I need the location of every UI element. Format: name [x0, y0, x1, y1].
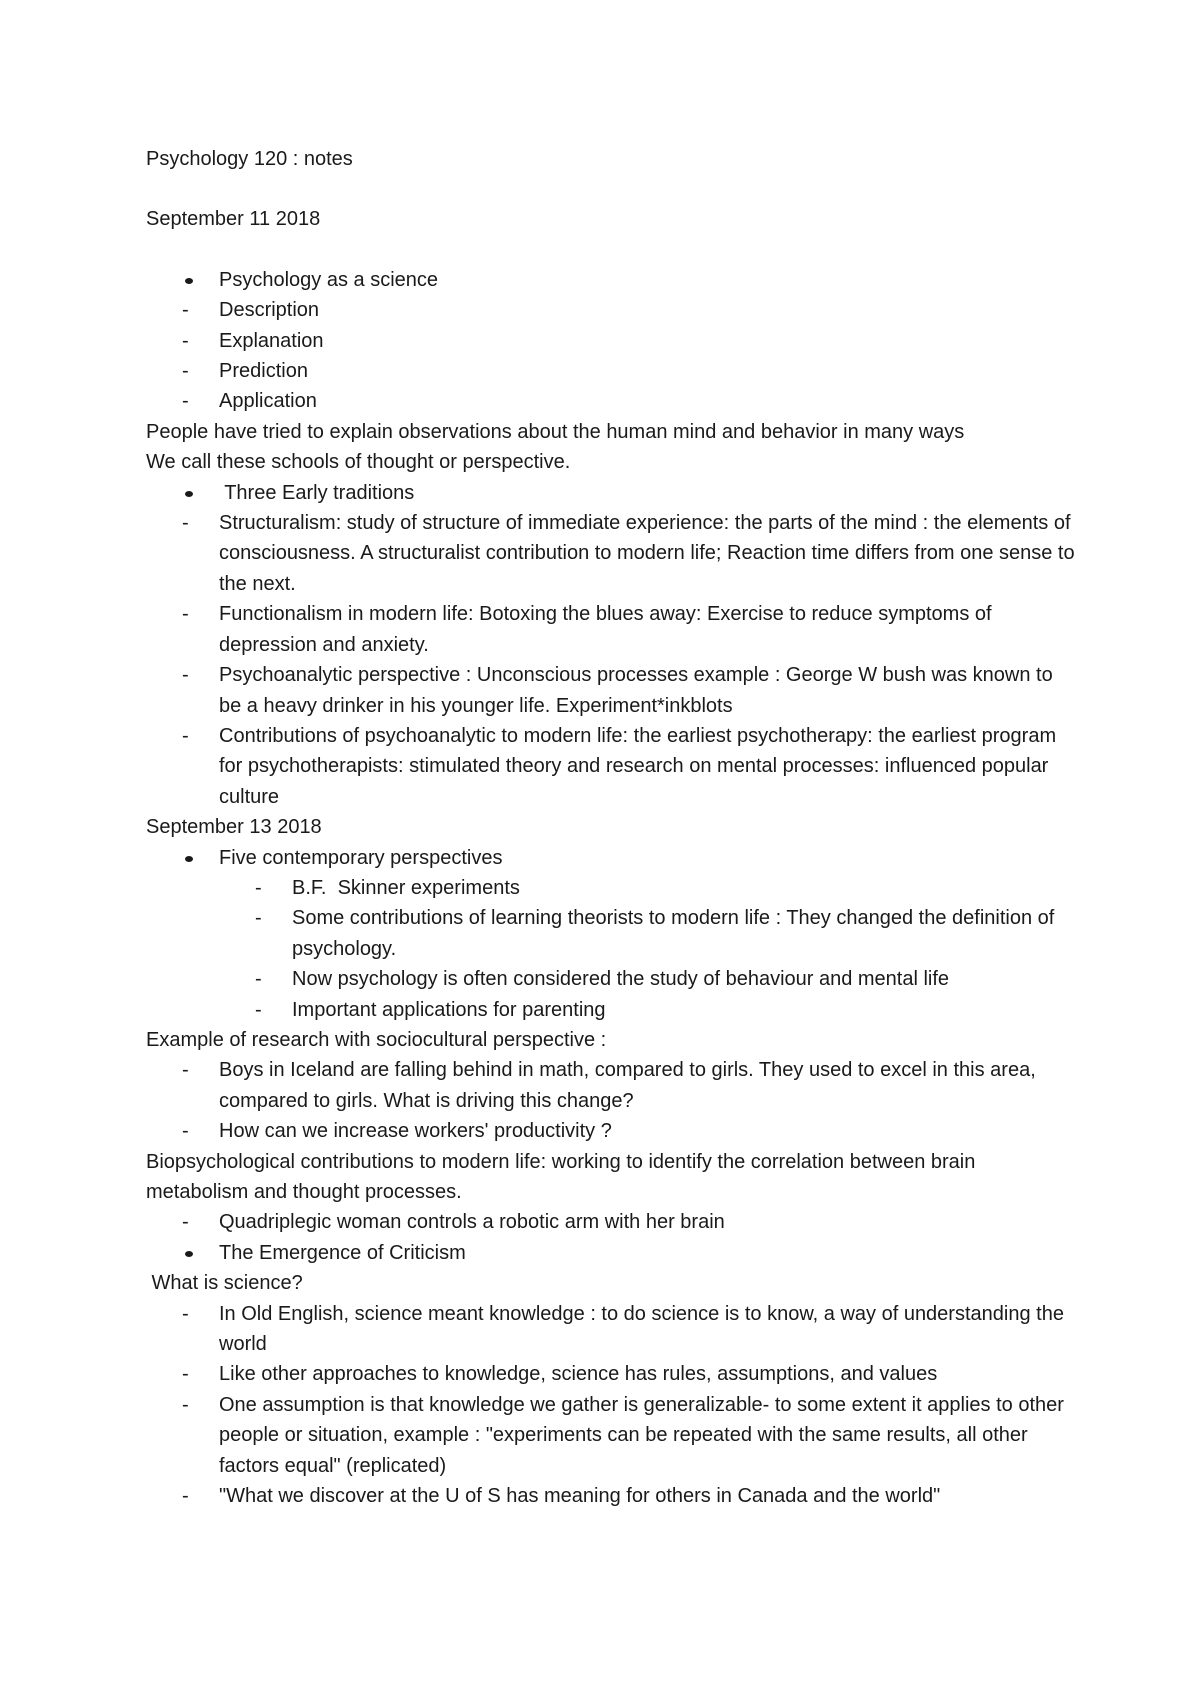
dash-marker: - [182, 724, 189, 747]
date-heading: September 11 2018 [146, 208, 321, 231]
dash-marker: - [182, 1363, 189, 1386]
dash-text: Now psychology is often considered the study of behaviour and mental life [292, 968, 950, 991]
dash-text: In Old English, science meant knowledge : to do science is to know, a way of understanding the world [219, 1302, 1064, 1356]
dash-item [146, 326, 1076, 356]
dash-item [146, 1055, 1076, 1116]
paragraph-line: We call these schools of thought or perspective. [146, 451, 571, 474]
dash-item-nested [146, 995, 1076, 1025]
dash-text: Structuralism: study of structure of immediate experience: the parts of the mind : the elements of consciousness. A structuralist contribution to modern life; Reaction time differs from one sense to the next. [219, 512, 1075, 595]
dash-marker: - [182, 603, 189, 626]
dash-marker: - [182, 1393, 189, 1416]
bullet-item [146, 1238, 1076, 1268]
dash-text: Prediction [219, 360, 308, 383]
dash-text: Psychoanalytic perspective : Unconscious processes example : George W bush was known to be a heavy drinker in his younger life. Experiment*inkblots [219, 664, 1053, 717]
bullet-dot-icon [185, 491, 193, 497]
dash-marker: - [182, 360, 189, 383]
dash-text: "What we discover at the U of S has meaning for others in Canada and the world" [219, 1485, 941, 1508]
dash-item [146, 1359, 1076, 1389]
bullet-item [146, 843, 1076, 873]
dash-item-nested [146, 964, 1076, 994]
dash-item [146, 1207, 1076, 1237]
dash-marker: - [255, 968, 262, 991]
document-title: Psychology 120 : notes [146, 148, 353, 170]
dash-marker: - [182, 299, 189, 322]
dash-text: Explanation [219, 329, 324, 352]
spacer [146, 235, 1076, 265]
bullet-text: Three Early traditions [219, 481, 415, 504]
dash-marker: - [182, 1211, 189, 1234]
dash-text: Contributions of psychoanalytic to modern life: the earliest psychotherapy: the earliest program for psychotherapists: stimulated theory and research on mental processes: influenced popular culture [219, 724, 1057, 808]
dash-item [146, 386, 1076, 416]
dash-item-nested [146, 903, 1076, 964]
dash-marker: - [255, 998, 262, 1021]
dash-marker: - [182, 390, 189, 413]
dash-marker: - [182, 329, 189, 352]
dash-text: Boys in Iceland are falling behind in math, compared to girls. They used to excel in this area, compared to girls. What is driving this change? [219, 1059, 1036, 1112]
dash-marker: - [182, 512, 189, 535]
dash-text: Description [219, 299, 320, 322]
dash-marker: - [182, 664, 189, 687]
dash-item [146, 1299, 1076, 1360]
dash-item-nested [146, 873, 1076, 903]
bullet-dot-icon [185, 1251, 193, 1257]
dash-marker: - [182, 1120, 189, 1143]
dash-text: B.F. Skinner experiments [292, 876, 520, 899]
dash-marker: - [182, 1302, 189, 1325]
bullet-item [146, 265, 1076, 295]
dash-text: Quadriplegic woman controls a robotic arm with her brain [219, 1211, 725, 1234]
dash-marker: - [182, 1059, 189, 1082]
dash-item [146, 1390, 1076, 1481]
paragraph: Biopsychological contributions to modern life: working to identify the correlation between brain metabolism and thought processes. [146, 1150, 976, 1203]
dash-marker: - [255, 907, 262, 930]
paragraph-line: People have tried to explain observations about the human mind and behavior in many ways [146, 420, 965, 443]
date-heading: September 13 2018 [146, 816, 322, 839]
dash-item [146, 356, 1076, 386]
dash-text: One assumption is that knowledge we gather is generalizable- to some extent it applies to other people or situation, example : "experiments can be repeated with the same results, all other factors equal" (replicated) [219, 1393, 1064, 1477]
bullet-text: Psychology as a science [219, 268, 439, 291]
document-page [146, 144, 1076, 1511]
dash-item [146, 721, 1076, 812]
dash-text: Important applications for parenting [292, 998, 606, 1021]
bullet-text: The Emergence of Criticism [219, 1241, 466, 1264]
dash-marker: - [255, 876, 262, 899]
dash-item [146, 599, 1076, 660]
paragraph-line: What is science? [146, 1272, 303, 1295]
bullet-text: Five contemporary perspectives [219, 846, 503, 869]
paragraph-line: Example of research with sociocultural perspective : [146, 1028, 607, 1051]
bullet-dot-icon [185, 856, 193, 862]
dash-text: Application [219, 390, 317, 413]
dash-text: How can we increase workers' productivity ? [219, 1120, 612, 1143]
dash-item [146, 660, 1076, 721]
bullet-dot-icon [185, 278, 193, 284]
dash-text: Like other approaches to knowledge, science has rules, assumptions, and values [219, 1363, 938, 1386]
dash-item [146, 508, 1076, 599]
dash-text: Some contributions of learning theorists to modern life : They changed the definition of psychology. [292, 907, 1055, 960]
bullet-item [146, 478, 1076, 508]
dash-item [146, 1481, 1076, 1511]
dash-item [146, 295, 1076, 325]
dash-text: Functionalism in modern life: Botoxing the blues away: Exercise to reduce symptoms of depression and anxiety. [219, 603, 992, 656]
dash-item [146, 1116, 1076, 1146]
dash-marker: - [182, 1485, 189, 1508]
spacer [146, 174, 1076, 204]
